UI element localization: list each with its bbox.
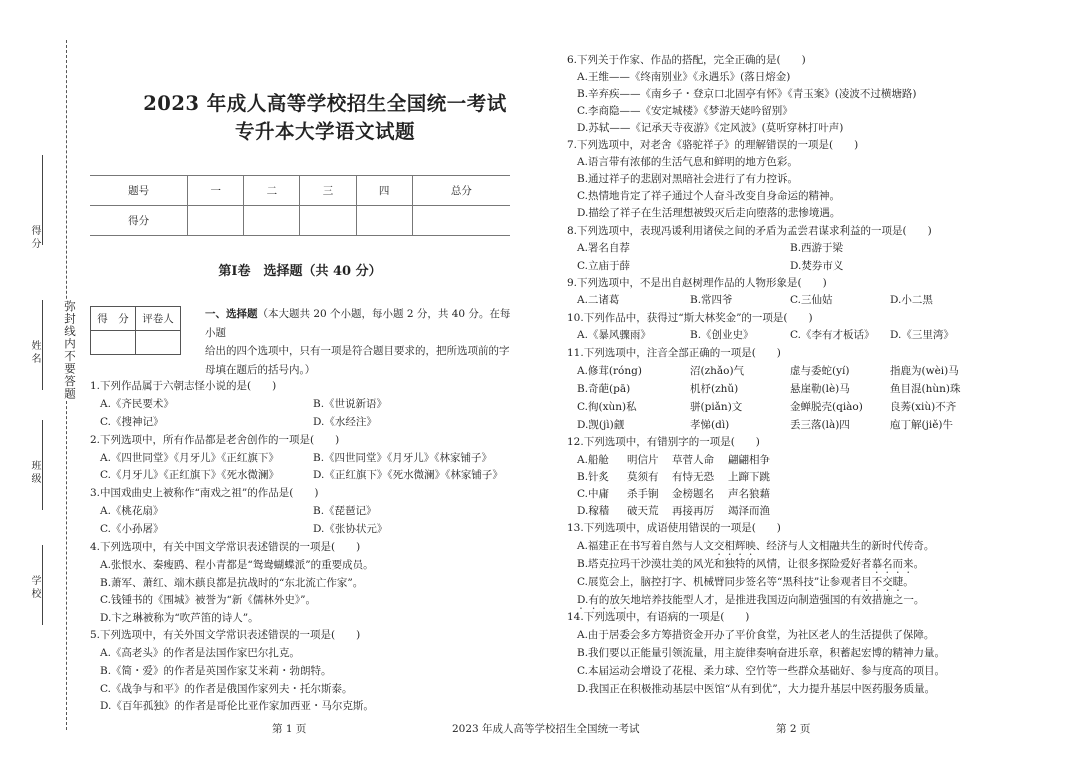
score-table-header: 四 bbox=[356, 176, 412, 206]
option-a: A.《齐民要术》 bbox=[100, 398, 174, 410]
grader-box bbox=[90, 306, 181, 355]
option-c: C.《小孙屠》 bbox=[100, 523, 164, 535]
option-d-word: 破天荒 bbox=[627, 505, 659, 517]
option-d: D.《正红旗下》《死水微澜》《林家铺子》 bbox=[313, 469, 503, 481]
seal-notice: 弥封线内不要答题 bbox=[63, 300, 77, 400]
score-table-header: 一 bbox=[188, 176, 244, 206]
option-b: B.通过祥子的悲剧对黑暗社会进行了有力控诉。 bbox=[577, 173, 799, 185]
option-b-word: 莫须有 bbox=[627, 471, 659, 483]
option-a: A.船舱 bbox=[577, 454, 609, 466]
grader-score-cell[interactable] bbox=[91, 331, 136, 355]
option-text: A.福建正在书写着自然与人文 bbox=[577, 540, 714, 552]
option-c: C.钱锺书的《围城》被誉为“新《儒林外史》”。 bbox=[100, 594, 316, 606]
option-b: B.常四爷 bbox=[690, 294, 733, 306]
score-cell[interactable] bbox=[300, 206, 356, 236]
grader-reviewer-cell[interactable] bbox=[136, 331, 181, 355]
question-stem: 2.下列选项中，所有作品都是老舍创作的一项是( ) bbox=[90, 434, 340, 446]
option-a: A.署名自荐 bbox=[577, 242, 630, 254]
page-number-left: 第 1 页 bbox=[272, 723, 307, 735]
option-b: B.《琵琶记》 bbox=[313, 505, 377, 517]
option-text: 地培养技能型人才，是推进我国迈向制造强国的有效措施之一。 bbox=[630, 594, 925, 606]
exam-title: 2023 年成人高等学校招生全国统一考试 bbox=[143, 92, 507, 115]
option-d: D.稼穑 bbox=[577, 505, 610, 517]
name-underline bbox=[42, 300, 43, 390]
option-d: D.觊(jì)觎 bbox=[577, 419, 625, 431]
option-a: A.《高老头》的作者是法国作家巴尔扎克。 bbox=[100, 647, 300, 659]
question-stem: 9.下列选项中，不是出自赵树理作品的人物形象是( ) bbox=[567, 277, 827, 289]
option-c: C.三仙姑 bbox=[790, 294, 833, 306]
option-a bbox=[577, 538, 934, 558]
option-a: A.由于居委会多方筹措资金开办了平价食堂，为社区老人的生活提供了保障。 bbox=[577, 629, 935, 641]
score-underline bbox=[42, 155, 43, 245]
option-b: B.我们要以正能量引领流量，用主旋律奏响奋进乐章，积蓄起宏博的精神力量。 bbox=[577, 647, 946, 659]
option-c: C.《李有才板话》 bbox=[790, 329, 875, 341]
option-d: D.《水经注》 bbox=[313, 416, 377, 428]
option-d: D.苏轼——《记承天寺夜游》《定风波》(莫听穿林打叶声) bbox=[577, 122, 844, 134]
option-b: B.针炙 bbox=[577, 471, 610, 483]
grader-reviewer-label: 评卷人 bbox=[136, 307, 181, 331]
question-stem: 13.下列选项中，成语使用错误的一项是( ) bbox=[567, 522, 781, 534]
option-d: D.小二黑 bbox=[890, 294, 933, 306]
question-stem: 7.下列选项中，对老舍《骆驼祥子》的理解错误的一项是( ) bbox=[567, 139, 859, 151]
instructions bbox=[205, 305, 515, 379]
option-c-word: 骈(piǎn)文 bbox=[690, 401, 743, 413]
score-cell[interactable] bbox=[244, 206, 300, 236]
option-b-word: 鱼目混(hùn)珠 bbox=[890, 383, 961, 395]
score-table-header: 三 bbox=[300, 176, 356, 206]
grader-score-label: 得 分 bbox=[91, 307, 136, 331]
option-c: C.中庸 bbox=[577, 488, 609, 500]
option-a-word: 虚与委蛇(yí) bbox=[790, 365, 850, 377]
option-b-word: 悬崖勒(lè)马 bbox=[790, 383, 850, 395]
option-c: C.《战争与和平》的作者是俄国作家列夫・托尔斯泰。 bbox=[100, 683, 353, 695]
question-stem: 10.下列作品中，获得过“斯大林奖金”的一项是( ) bbox=[567, 312, 813, 324]
score-cell[interactable] bbox=[356, 206, 412, 236]
option-a: A.王维——《终南别业》《永遇乐》(落日熔金) bbox=[577, 71, 791, 83]
option-a: A.语言带有浓郁的生活气息和鲜明的地方色彩。 bbox=[577, 156, 798, 168]
option-c: C.立庙于薛 bbox=[577, 260, 630, 272]
school-label: 学 校 bbox=[29, 575, 40, 599]
question-stem: 6.下列关于作家、作品的搭配，完全正确的是( ) bbox=[567, 54, 806, 66]
option-b: B.西游于梁 bbox=[790, 242, 844, 254]
option-b-word: 有恃无恐 bbox=[672, 471, 714, 483]
option-b bbox=[577, 556, 924, 576]
score-table-header: 总分 bbox=[412, 176, 510, 206]
instructions-line: 给出的四个选项中，只有一项是符合题目要求的，把所选项前的字 bbox=[205, 345, 510, 357]
class-label: 班 级 bbox=[29, 460, 40, 484]
option-c: C.李商隐——《安定城楼》《梦游天姥吟留别》 bbox=[577, 105, 793, 117]
option-d-word: 竭泽而渔 bbox=[728, 505, 770, 517]
option-d: D.焚券市义 bbox=[790, 260, 844, 272]
question-stem: 4.下列选项中，有关中国文学常识表述错误的一项是( ) bbox=[90, 541, 361, 553]
option-d: D.《百年孤独》的作者是哥伦比亚作家加西亚・马尔克斯。 bbox=[100, 700, 374, 712]
option-a: A.《四世同堂》《月牙儿》《正红旗下》 bbox=[100, 452, 279, 464]
option-text: 。 bbox=[913, 558, 925, 570]
question-stem: 12.下列选项中，有错别字的一项是( ) bbox=[567, 436, 760, 448]
score-table-header: 题号 bbox=[90, 176, 188, 206]
option-text: 、经济与人文相融共生的新时代传奇。 bbox=[755, 540, 935, 552]
option-b: B.《创业史》 bbox=[690, 329, 754, 341]
option-d-word: 庖丁解(jiě)牛 bbox=[890, 419, 954, 431]
option-d: D.我国正在积极推动基层中医馆“从有到优”，大力提升基层中医药服务质量。 bbox=[577, 683, 936, 695]
option-c: C.本届运动会增设了花棍、柔力球、空竹等一些群众基础好、参与度高的项目。 bbox=[577, 665, 945, 677]
instructions-line: （本大题共 20 个小题，每小题 2 分，共 40 分。在每小题 bbox=[205, 308, 511, 339]
option-b-word: 上蹿下跳 bbox=[728, 471, 770, 483]
emphasized-idiom: 目不交睫 bbox=[861, 576, 904, 588]
option-c: C.《月牙儿》《正红旗下》《死水微澜》 bbox=[100, 469, 279, 481]
instructions-line: 母填在题后的括号内。） bbox=[205, 363, 316, 376]
option-b: B.萧军、萧红、端木蕻良都是抗战时的“东北流亡作家”。 bbox=[100, 577, 364, 589]
option-b: B.《世说新语》 bbox=[313, 398, 388, 410]
option-b-word: 机杼(zhǔ) bbox=[690, 383, 739, 395]
option-c: C.《搜神记》 bbox=[100, 416, 164, 428]
option-b: B.《简・爱》的作者是英国作家艾米莉・勃朗特。 bbox=[100, 665, 332, 677]
emphasized-idiom: 交相辉映 bbox=[713, 540, 756, 552]
score-cell[interactable] bbox=[412, 206, 510, 236]
option-text: 。 bbox=[903, 576, 914, 588]
section-title: 第Ⅰ卷 选择题（共 40 分） bbox=[218, 264, 382, 279]
option-c-word: 金榜题名 bbox=[672, 488, 714, 500]
name-label: 姓 名 bbox=[29, 340, 40, 364]
option-d-word: 再接再厉 bbox=[672, 505, 714, 517]
score-cell[interactable] bbox=[188, 206, 244, 236]
option-a-word: 草菅人命 bbox=[672, 454, 714, 466]
emphasized-idiom: D.有的放矢 bbox=[577, 594, 631, 606]
option-c bbox=[577, 574, 914, 594]
score-table bbox=[90, 175, 510, 236]
option-a: A.修茸(róng) bbox=[577, 365, 642, 377]
option-text: B.塔克拉玛干沙漠壮美的风光和独特的风情，让很多探险爱好者 bbox=[577, 558, 872, 570]
option-b: B.《四世同堂》《月牙儿》《林家铺子》 bbox=[313, 452, 493, 464]
option-d: D.卞之琳被称为“吹芦笛的诗人”。 bbox=[100, 612, 259, 624]
option-c-word: 杀手锏 bbox=[627, 488, 659, 500]
score-label: 得 分 bbox=[29, 225, 40, 249]
option-a-word: 沼(zhǎo)气 bbox=[690, 365, 745, 377]
school-underline bbox=[42, 545, 43, 625]
exam-subtitle: 专升本大学语文试题 bbox=[234, 120, 415, 143]
class-underline bbox=[42, 420, 43, 510]
option-c: C.热情地肯定了祥子通过个人奋斗改变自身命运的精神。 bbox=[577, 190, 840, 202]
question-stem: 5.下列选项中，有关外国文学常识表述错误的一项是( ) bbox=[90, 629, 361, 641]
option-a: A.《暴风骤雨》 bbox=[577, 329, 651, 341]
option-a-word: 翩翩相争 bbox=[728, 454, 770, 466]
option-a: A.二诸葛 bbox=[577, 294, 620, 306]
option-a: A.《桃花扇》 bbox=[100, 505, 164, 517]
score-table-header: 二 bbox=[244, 176, 300, 206]
option-d: D.《三里湾》 bbox=[890, 329, 954, 341]
instructions-lead: 一、选择题 bbox=[205, 308, 258, 320]
option-a-word: 指鹿为(wèi)马 bbox=[890, 365, 959, 377]
option-c: C.徇(xùn)私 bbox=[577, 401, 637, 413]
emphasized-idiom: 慕名而来 bbox=[871, 558, 914, 570]
option-b: B.辛弃疾——《南乡子・登京口北固亭有怀》《青玉案》(凌波不过横塘路) bbox=[577, 88, 917, 100]
question-stem: 8.下列选项中，表现冯谖利用诸侯之间的矛盾为孟尝君谋求利益的一项是( ) bbox=[567, 225, 932, 237]
binding-margin bbox=[0, 0, 80, 770]
option-c-word: 声名狼藉 bbox=[728, 488, 770, 500]
option-d-word: 孝悌(dì) bbox=[690, 419, 730, 431]
option-b: B.奇葩(pā) bbox=[577, 383, 631, 395]
option-d: D.《张协状元》 bbox=[313, 523, 388, 535]
question-stem: 11.下列选项中，注音全部正确的一项是( ) bbox=[567, 347, 781, 359]
option-d: D.描绘了祥子在生活理想被毁灭后走向堕落的悲惨境遇。 bbox=[577, 207, 841, 219]
option-text: C.展览会上，脑控打字、机械臂同步签名等“黑科技”让参观者 bbox=[577, 576, 862, 588]
page-number-right: 第 2 页 bbox=[776, 723, 811, 735]
option-c-word: 良莠(xiù)不齐 bbox=[890, 401, 957, 413]
question-stem: 1.下列作品属于六朝志怪小说的是( ) bbox=[90, 380, 277, 392]
question-stem: 3.中国戏曲史上被称作“南戏之祖”的作品是( ) bbox=[90, 487, 319, 499]
option-a-word: 明信片 bbox=[627, 454, 659, 466]
question-stem: 14.下列选项中，有语病的一项是( ) bbox=[567, 611, 750, 623]
option-d-word: 丢三落(là)四 bbox=[790, 419, 850, 431]
score-row-label: 得分 bbox=[90, 206, 188, 236]
option-a: A.张恨水、秦瘦鸥、程小青都是“鸳鸯蝴蝶派”的重要成员。 bbox=[100, 559, 374, 571]
option-c-word: 金蝉脱壳(qiào) bbox=[790, 401, 863, 413]
footer-exam-name: 2023 年成人高等学校招生全国统一考试 bbox=[452, 723, 640, 735]
